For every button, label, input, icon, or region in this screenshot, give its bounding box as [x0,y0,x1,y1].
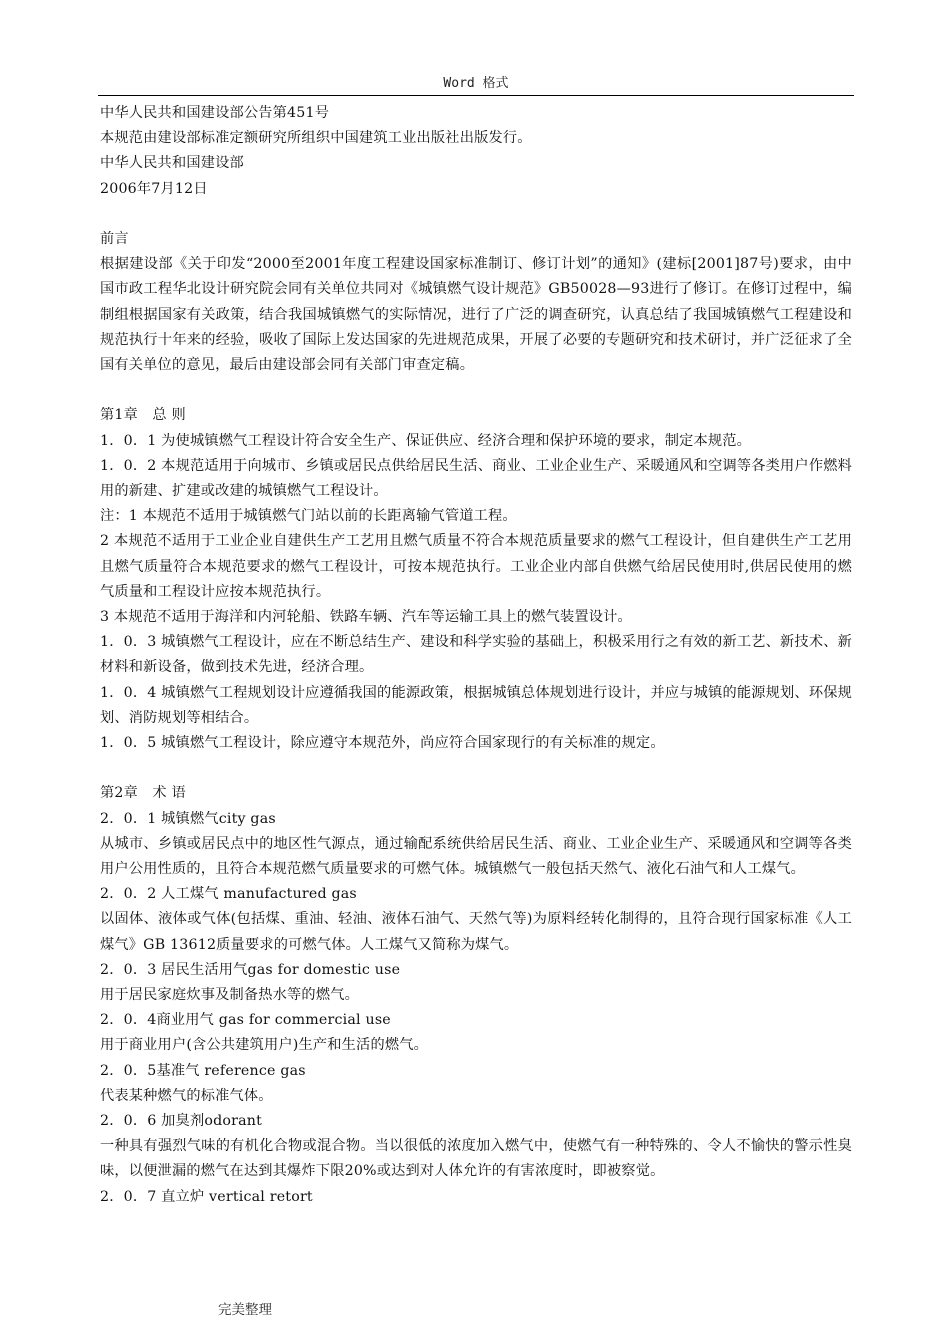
term-2-0-5-definition: 代表某种燃气的标准气体。 [100,1087,273,1104]
term-2-0-3-definition: 用于居民家庭炊事及制备热水等的燃气。 [100,987,359,1004]
clause-1-0-2: 1．0．2 本规范适用于向城市、乡镇或居民点供给居民生活、商业、工业企业生产、采暖通风和空调等各类用户作燃料用的新建、扩建或改建的城镇燃气工程设计。 [100,457,852,500]
clause-1-0-4: 1．0．4 城镇燃气工程规划设计应遵循我国的能源政策，根据城镇总体规划进行设计，并应与城镇的能源规划、环保规划、消防规划等相结合。 [100,684,852,726]
clause-1-0-3: 1．0．3 城镇燃气工程设计，应在不断总结生产、建设和科学实验的基础上，积极采用行之有效的新工艺、新技术、新材料和新设备，做到技术先进，经济合理。 [100,634,852,676]
publisher-note: 本规范由建设部标准定额研究所组织中国建筑工业出版社出版发行。 [100,130,532,147]
term-2-0-2: 2．0．2 人工煤气 manufactured gas [100,886,357,903]
term-2-0-3: 2．0．3 居民生活用气gas for domestic use [100,961,401,978]
term-2-0-6-definition: 一种具有强烈气味的有机化合物或混合物。当以很低的浓度加入燃气中，使燃气有一种特殊的、令人不愉快的警示性臭味，以便泄漏的燃气在达到其爆炸下限20%或达到对人体允许的有害浓度时，即被察觉。 [100,1138,852,1180]
issuing-authority: 中华人民共和国建设部 [100,155,244,172]
note-3: 3 本规范不适用于海洋和内河轮船、铁路车辆、汽车等运输工具上的燃气装置设计。 [100,609,632,626]
term-2-0-6: 2．0．6 加臭剂odorant [100,1113,262,1130]
clause-1-0-1: 1．0．1 为使城镇燃气工程设计符合安全生产、保证供应、经济合理和保护环境的要求，制定本规范。 [100,432,752,449]
term-2-0-2-definition: 以固体、液体或气体(包括煤、重油、轻油、液体石油气、天然气等)为原料经转化制得的，且符合现行国家标准《人工煤气》GB 13612质量要求的可燃气体。人工煤气又简称为煤气。 [100,911,852,953]
term-2-0-4-definition: 用于商业用户(含公共建筑用户)生产和生活的燃气。 [100,1037,428,1054]
announcement-number: 中华人民共和国建设部公告第451号 [100,105,330,121]
issue-date: 2006年7月12日 [100,180,208,197]
note-2: 2 本规范不适用于工业企业自建供生产工艺用且燃气质量不符合本规范质量要求的燃气工程设计，但自建供生产工艺用且燃气质量符合本规范要求的燃气工程设计，可按本规范执行。工业企业内部自供燃气给居民使用时,供居民使用的燃气质量和工程设计应按本规范执行。 [100,533,852,600]
page-footer: 完美整理 [218,1302,272,1318]
document-body [100,101,852,1210]
term-2-0-1-definition: 从城市、乡镇或居民点中的地区性气源点，通过输配系统供给居民生活、商业、工业企业生产、采暖通风和空调等各类用户公用性质的，且符合本规范燃气质量要求的可燃气体。城镇燃气一般包括天然气、液化石油气和人工煤气。 [100,835,852,878]
preface-title: 前言 [100,231,129,247]
term-2-0-4: 2．0．4商业用气 gas for commercial use [100,1012,391,1029]
note-1: 注：1 本规范不适用于城镇燃气门站以前的长距离输气管道工程。 [100,508,517,525]
preface-text: 根据建设部《关于印发“2000至2001年度工程建设国家标准制订、修订计划”的通知》(建标[2001]87号)要求，由中国市政工程华北设计研究院会同有关单位共同对《城镇燃气设计规范》GB50028—93进行了修订。在修订过程中，编制组根据国家有关政策，结合我国城镇燃气的实际情况，进行了广泛的调查研究，认真总结了我国城镇燃气工程建设和规范执行十年来的经验，吸收了国际上发达国家的先进规范成果，开展了必要的专题研究和技术研讨，并广泛征求了全国有关单位的意见，最后由建设部会同有关部门审查定稿。 [100,256,852,374]
term-2-0-1: 2．0．1 城镇燃气city gas [100,810,276,827]
clause-1-0-5: 1．0．5 城镇燃气工程设计，除应遵守本规范外，尚应符合国家现行的有关标准的规定。 [100,735,665,752]
page-header: Word 格式 [98,72,854,96]
term-2-0-7: 2．0．7 直立炉 vertical retort [100,1188,313,1205]
chapter-2-title: 第2章 术 语 [100,785,186,802]
chapter-1-title: 第1章 总 则 [100,407,186,424]
term-2-0-5: 2．0．5基准气 reference gas [100,1062,306,1079]
